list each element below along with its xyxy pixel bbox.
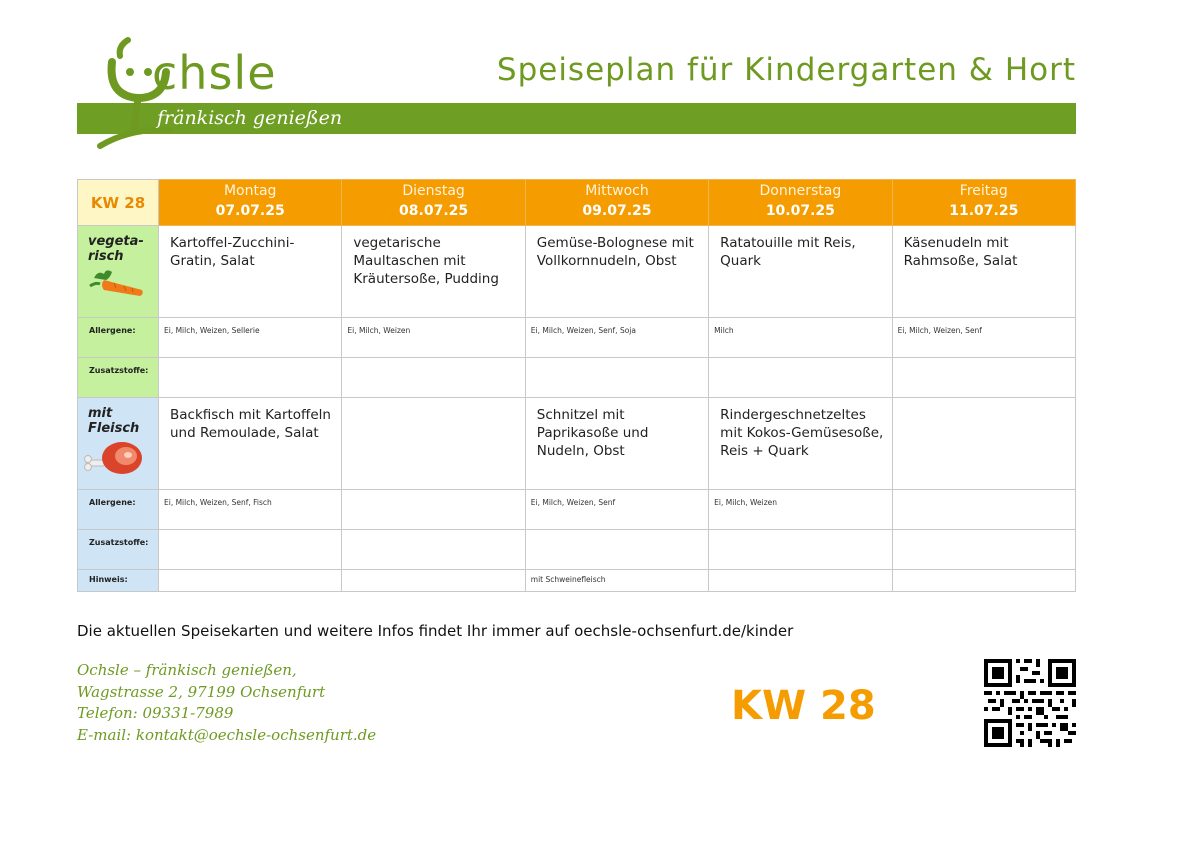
day-name: Mittwoch	[585, 183, 649, 199]
meal-cell	[342, 398, 525, 490]
meat-allergene-row	[78, 490, 1076, 530]
day-date: 09.07.25	[582, 203, 652, 219]
day-name: Montag	[223, 183, 277, 199]
meal-cell	[709, 226, 892, 318]
zusatzstoffe-cell	[159, 530, 342, 570]
meal-cell	[892, 398, 1075, 490]
hinweis-cell	[525, 570, 708, 592]
hinweis-cell	[892, 570, 1075, 592]
zusatzstoffe-label: Zusatzstoffe:	[89, 366, 149, 375]
allergene-text: Ei, Milch, Weizen, Senf	[530, 498, 616, 507]
zusatzstoffe-cell	[709, 358, 892, 398]
meal-text: Gemüse-Bolognese mit Vollkornnudeln, Obst	[536, 235, 694, 269]
day-date: 10.07.25	[765, 203, 835, 219]
address-line: Wagstrasse 2, 97199 Ochsenfurt	[77, 682, 326, 701]
veg-title	[78, 226, 158, 264]
hinweis-cell	[159, 570, 342, 592]
address-line: Telefon: 09331-7989	[77, 704, 234, 722]
meal-cell	[892, 226, 1075, 318]
zusatzstoffe-cell	[892, 358, 1075, 398]
meat-hinweis-row	[78, 570, 1076, 592]
allergene-text	[342, 490, 524, 498]
hinweis-label: Hinweis:	[89, 575, 128, 584]
hinweis-label-cell	[78, 570, 159, 592]
zusatzstoffe-cell	[159, 358, 342, 398]
info-line: Die aktuellen Speisekarten und weitere Infos findet Ihr immer auf oechsle-ochsenfurt.de/kinder	[77, 622, 794, 640]
day-name: Dienstag	[402, 183, 465, 199]
meal-text: Schnitzel mit Paprikasoße und Nudeln, Obst	[536, 407, 649, 459]
day-date: 08.07.25	[399, 203, 469, 219]
veg-title-line2: risch	[88, 249, 124, 264]
tagline: fränkisch genießen	[157, 107, 343, 129]
veg-icon-box	[78, 264, 158, 304]
meat-title	[78, 398, 158, 436]
address-block	[77, 660, 376, 746]
page-title: Speiseplan für Kindergarten & Hort	[496, 52, 1076, 88]
allergene-text: Ei, Milch, Weizen, Senf, Soja	[530, 326, 636, 335]
veg-title-line1: vegeta-	[88, 234, 144, 249]
veg-meal-row	[78, 226, 1076, 318]
veg-allergene-row	[78, 318, 1076, 358]
meal-text: Backfisch mit Kartoffeln und Remoulade, Salat	[170, 407, 331, 441]
allergene-text	[893, 490, 1075, 498]
zusatzstoffe-cell	[342, 358, 525, 398]
allergene-label-cell	[78, 490, 159, 530]
hinweis-text	[342, 570, 524, 575]
allergene-text: Milch	[714, 326, 734, 335]
allergene-label: Allergene:	[89, 498, 136, 507]
meal-cell	[159, 226, 342, 318]
day-date: 11.07.25	[949, 203, 1019, 219]
meat-title-line2: Fleisch	[88, 421, 140, 436]
allergene-text: Ei, Milch, Weizen	[714, 498, 778, 507]
allergene-cell	[892, 490, 1075, 530]
meat-meal-row	[78, 398, 1076, 490]
day-name: Freitag	[959, 183, 1008, 199]
meal-cell	[159, 398, 342, 490]
zusatzstoffe-cell	[709, 530, 892, 570]
zusatzstoffe-label-cell	[78, 530, 159, 570]
logo-text: chsle	[152, 46, 277, 100]
hinweis-text	[159, 570, 341, 575]
meal-cell	[525, 226, 708, 318]
address-line: Ochsle – fränkisch genießen,	[77, 661, 297, 679]
meal-text	[342, 398, 524, 406]
allergene-cell	[159, 318, 342, 358]
hinweis-cell	[709, 570, 892, 592]
allergene-cell	[892, 318, 1075, 358]
allergene-cell	[342, 490, 525, 530]
meat-category-label	[78, 398, 159, 490]
zusatzstoffe-cell	[342, 530, 525, 570]
meat-zusatzstoffe-row	[78, 530, 1076, 570]
allergene-cell	[342, 318, 525, 358]
day-header	[709, 180, 892, 226]
menu-table	[77, 179, 1076, 592]
meal-text: vegetarische Maultaschen mit Kräutersoße, Pudding	[353, 235, 499, 287]
ham-icon	[84, 438, 146, 476]
allergene-cell	[525, 490, 708, 530]
zusatzstoffe-cell	[525, 358, 708, 398]
zusatzstoffe-cell	[892, 530, 1075, 570]
qr-code-icon[interactable]	[984, 659, 1076, 747]
hinweis-text: mit Schweinefleisch	[530, 575, 606, 584]
table-header-row	[78, 180, 1076, 226]
zusatzstoffe-label-cell	[78, 358, 159, 398]
day-header	[342, 180, 525, 226]
allergene-text: Ei, Milch, Weizen, Sellerie	[164, 326, 260, 335]
allergene-cell	[709, 490, 892, 530]
day-name: Donnerstag	[759, 183, 842, 199]
day-date: 07.07.25	[215, 203, 285, 219]
meal-cell	[525, 398, 708, 490]
meal-cell	[342, 226, 525, 318]
allergene-text: Ei, Milch, Weizen	[347, 326, 411, 335]
day-header	[525, 180, 708, 226]
day-header	[892, 180, 1075, 226]
veg-zusatzstoffe-row	[78, 358, 1076, 398]
meal-text	[893, 398, 1075, 406]
hinweis-text	[709, 570, 891, 575]
allergene-label: Allergene:	[89, 326, 136, 335]
veg-category-label	[78, 226, 159, 318]
day-header	[159, 180, 342, 226]
hinweis-cell	[342, 570, 525, 592]
meal-text: Käsenudeln mit Rahmsoße, Salat	[903, 235, 1018, 269]
allergene-label-cell	[78, 318, 159, 358]
week-label: KW 28	[78, 180, 159, 226]
hinweis-text	[893, 570, 1075, 575]
address-line: E-mail: kontakt@oechsle-ochsenfurt.de	[77, 725, 377, 744]
ochsle-logo	[90, 32, 370, 152]
meat-icon-box	[78, 436, 158, 476]
meal-text: Ratatouille mit Reis, Quark	[720, 235, 856, 269]
meal-cell	[709, 398, 892, 490]
allergene-cell	[525, 318, 708, 358]
meal-text: Kartoffel-Zucchini-Gratin, Salat	[170, 235, 295, 269]
allergene-text: Ei, Milch, Weizen, Senf	[897, 326, 982, 335]
allergene-cell	[159, 490, 342, 530]
zusatzstoffe-label: Zusatzstoffe:	[89, 538, 149, 547]
week-big-label: KW 28	[731, 683, 876, 729]
allergene-text: Ei, Milch, Weizen, Senf, Fisch	[164, 498, 272, 507]
carrot-icon	[86, 268, 146, 302]
allergene-cell	[709, 318, 892, 358]
meal-text: Rindergeschnetzeltes mit Kokos-Gemüsesoße, Reis + Quark	[720, 407, 884, 459]
meat-title-line1: mit	[88, 406, 113, 421]
zusatzstoffe-cell	[525, 530, 708, 570]
